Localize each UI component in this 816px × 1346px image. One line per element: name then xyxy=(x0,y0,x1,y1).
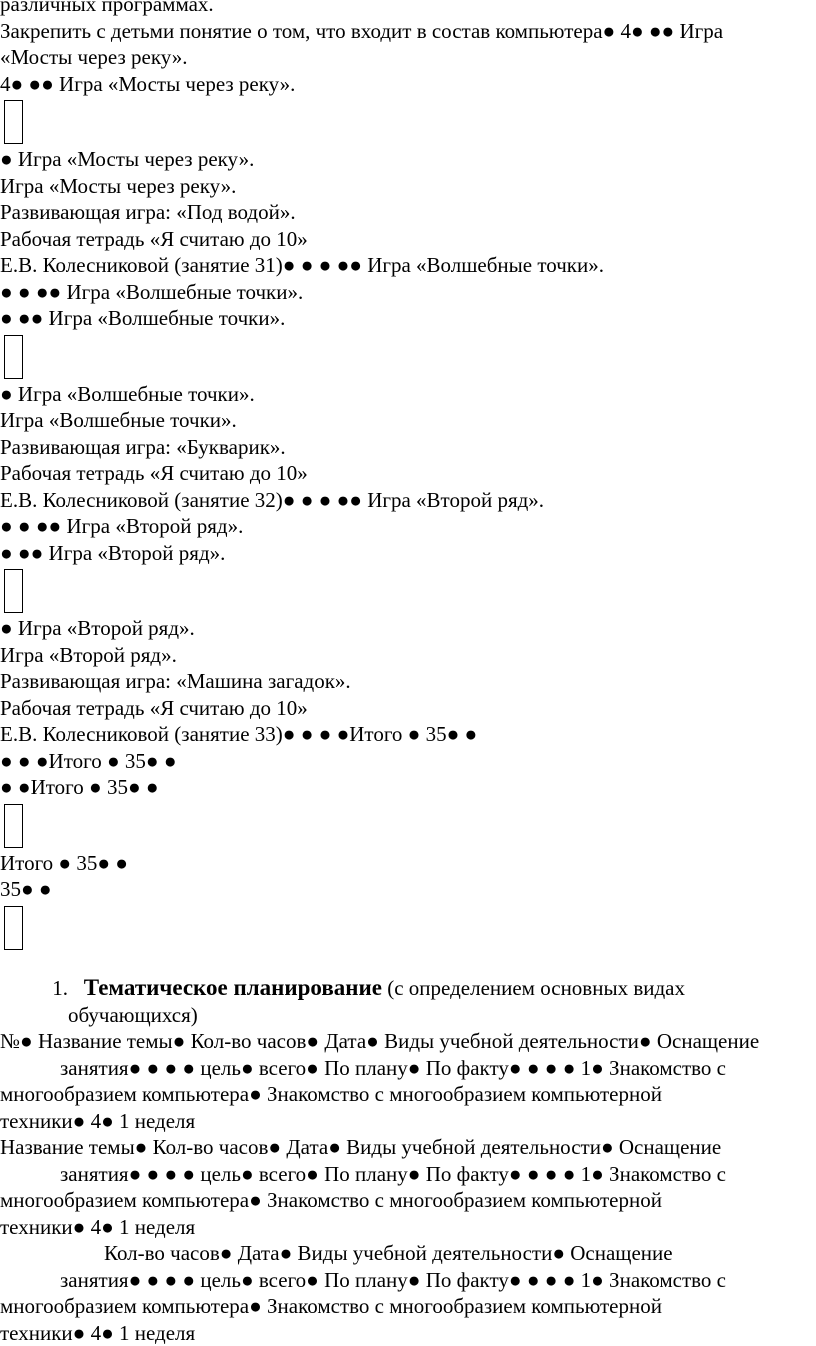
text-line: 35● ● xyxy=(0,876,816,903)
text-line: ● ● ●● Игра «Второй ряд». xyxy=(0,513,816,540)
table-header-line: Кол-во часов● Дата● Виды учебной деятельности● Оснащение xyxy=(0,1240,816,1267)
text-line: Е.В. Колесниковой (занятие 31)● ● ● ●● Игра «Волшебные точки». xyxy=(0,252,816,279)
text-line: ● ● ●Итого ● 35● ● xyxy=(0,748,816,775)
text-line: ● Игра «Мосты через реку». xyxy=(0,146,816,173)
empty-cell-box xyxy=(4,906,23,950)
text-line: «Мосты через реку». xyxy=(0,44,816,71)
section-subtitle: (с определением основных видах xyxy=(382,976,685,1000)
text-line: ● Игра «Второй ряд». xyxy=(0,615,816,642)
section-heading xyxy=(0,974,816,1029)
text-line: Итого ● 35● ● xyxy=(0,850,816,877)
table-header-line: занятия● ● ● ● цель● всего● По плану● По факту● ● ● ● 1● Знакомство с xyxy=(0,1055,816,1082)
section-number: 1. xyxy=(0,974,68,1002)
text-line: ● ● ●● Игра «Волшебные точки». xyxy=(0,279,816,306)
table-text-block-1 xyxy=(0,1028,816,1134)
table-header-line: Название темы● Кол-во часов● Дата● Виды учебной деятельности● Оснащение xyxy=(0,1134,816,1161)
table-header-line: занятия● ● ● ● цель● всего● По плану● По факту● ● ● ● 1● Знакомство с xyxy=(0,1161,816,1188)
text-line: Е.В. Колесниковой (занятие 33)● ● ● ●Итого ● 35● ● xyxy=(0,721,816,748)
section-subtitle-line2: обучающихся) xyxy=(0,1002,816,1029)
text-line: Рабочая тетрадь «Я считаю до 10» xyxy=(0,695,816,722)
text-line: Игра «Второй ряд». xyxy=(0,642,816,669)
empty-cell-box xyxy=(4,100,23,144)
text-line: Развивающая игра: «Под водой». xyxy=(0,199,816,226)
table-row-line: техники● 4● 1 неделя xyxy=(0,1320,816,1346)
empty-cell-box xyxy=(4,569,23,613)
text-block-b xyxy=(0,146,816,332)
text-line: Рабочая тетрадь «Я считаю до 10» xyxy=(0,226,816,253)
table-row-line: многообразием компьютера● Знакомство с многообразием компьютерной xyxy=(0,1187,816,1214)
text-line: Е.В. Колесниковой (занятие 32)● ● ● ●● Игра «Второй ряд». xyxy=(0,487,816,514)
text-line: Рабочая тетрадь «Я считаю до 10» xyxy=(0,460,816,487)
text-line: Игра «Волшебные точки». xyxy=(0,407,816,434)
text-line: Игра «Мосты через реку». xyxy=(0,173,816,200)
text-block-e xyxy=(0,850,816,903)
section-title: Тематическое планирование xyxy=(84,975,382,1000)
text-line: ● ●● Игра «Второй ряд». xyxy=(0,540,816,567)
table-row-line: многообразием компьютера● Знакомство с многообразием компьютерной xyxy=(0,1081,816,1108)
empty-cell-box xyxy=(4,804,23,848)
text-line: ● ●● Игра «Волшебные точки». xyxy=(0,305,816,332)
table-header-line: занятия● ● ● ● цель● всего● По плану● По факту● ● ● ● 1● Знакомство с xyxy=(0,1267,816,1294)
table-row-line: многообразием компьютера● Знакомство с многообразием компьютерной xyxy=(0,1293,816,1320)
text-line: Развивающая игра: «Машина загадок». xyxy=(0,668,816,695)
table-row-line: техники● 4● 1 неделя xyxy=(0,1214,816,1241)
text-line: Развивающая игра: «Букварик». xyxy=(0,434,816,461)
text-line: ● Игра «Волшебные точки». xyxy=(0,381,816,408)
text-block-a xyxy=(0,0,816,97)
table-header-line: №● Название темы● Кол-во часов● Дата● Виды учебной деятельности● Оснащение xyxy=(0,1028,816,1055)
text-line: Закрепить с детьми понятие о том, что входит в состав компьютера● 4● ●● Игра xyxy=(0,18,816,45)
text-line: ● ●Итого ● 35● ● xyxy=(0,774,816,801)
empty-cell-box xyxy=(4,335,23,379)
text-block-c xyxy=(0,381,816,567)
text-line: 4● ●● Игра «Мосты через реку». xyxy=(0,71,816,98)
table-text-block-2 xyxy=(0,1134,816,1240)
text-line: различных программах. xyxy=(0,0,816,18)
table-text-block-3 xyxy=(0,1240,816,1346)
table-row-line: техники● 4● 1 неделя xyxy=(0,1108,816,1135)
text-block-d xyxy=(0,615,816,801)
